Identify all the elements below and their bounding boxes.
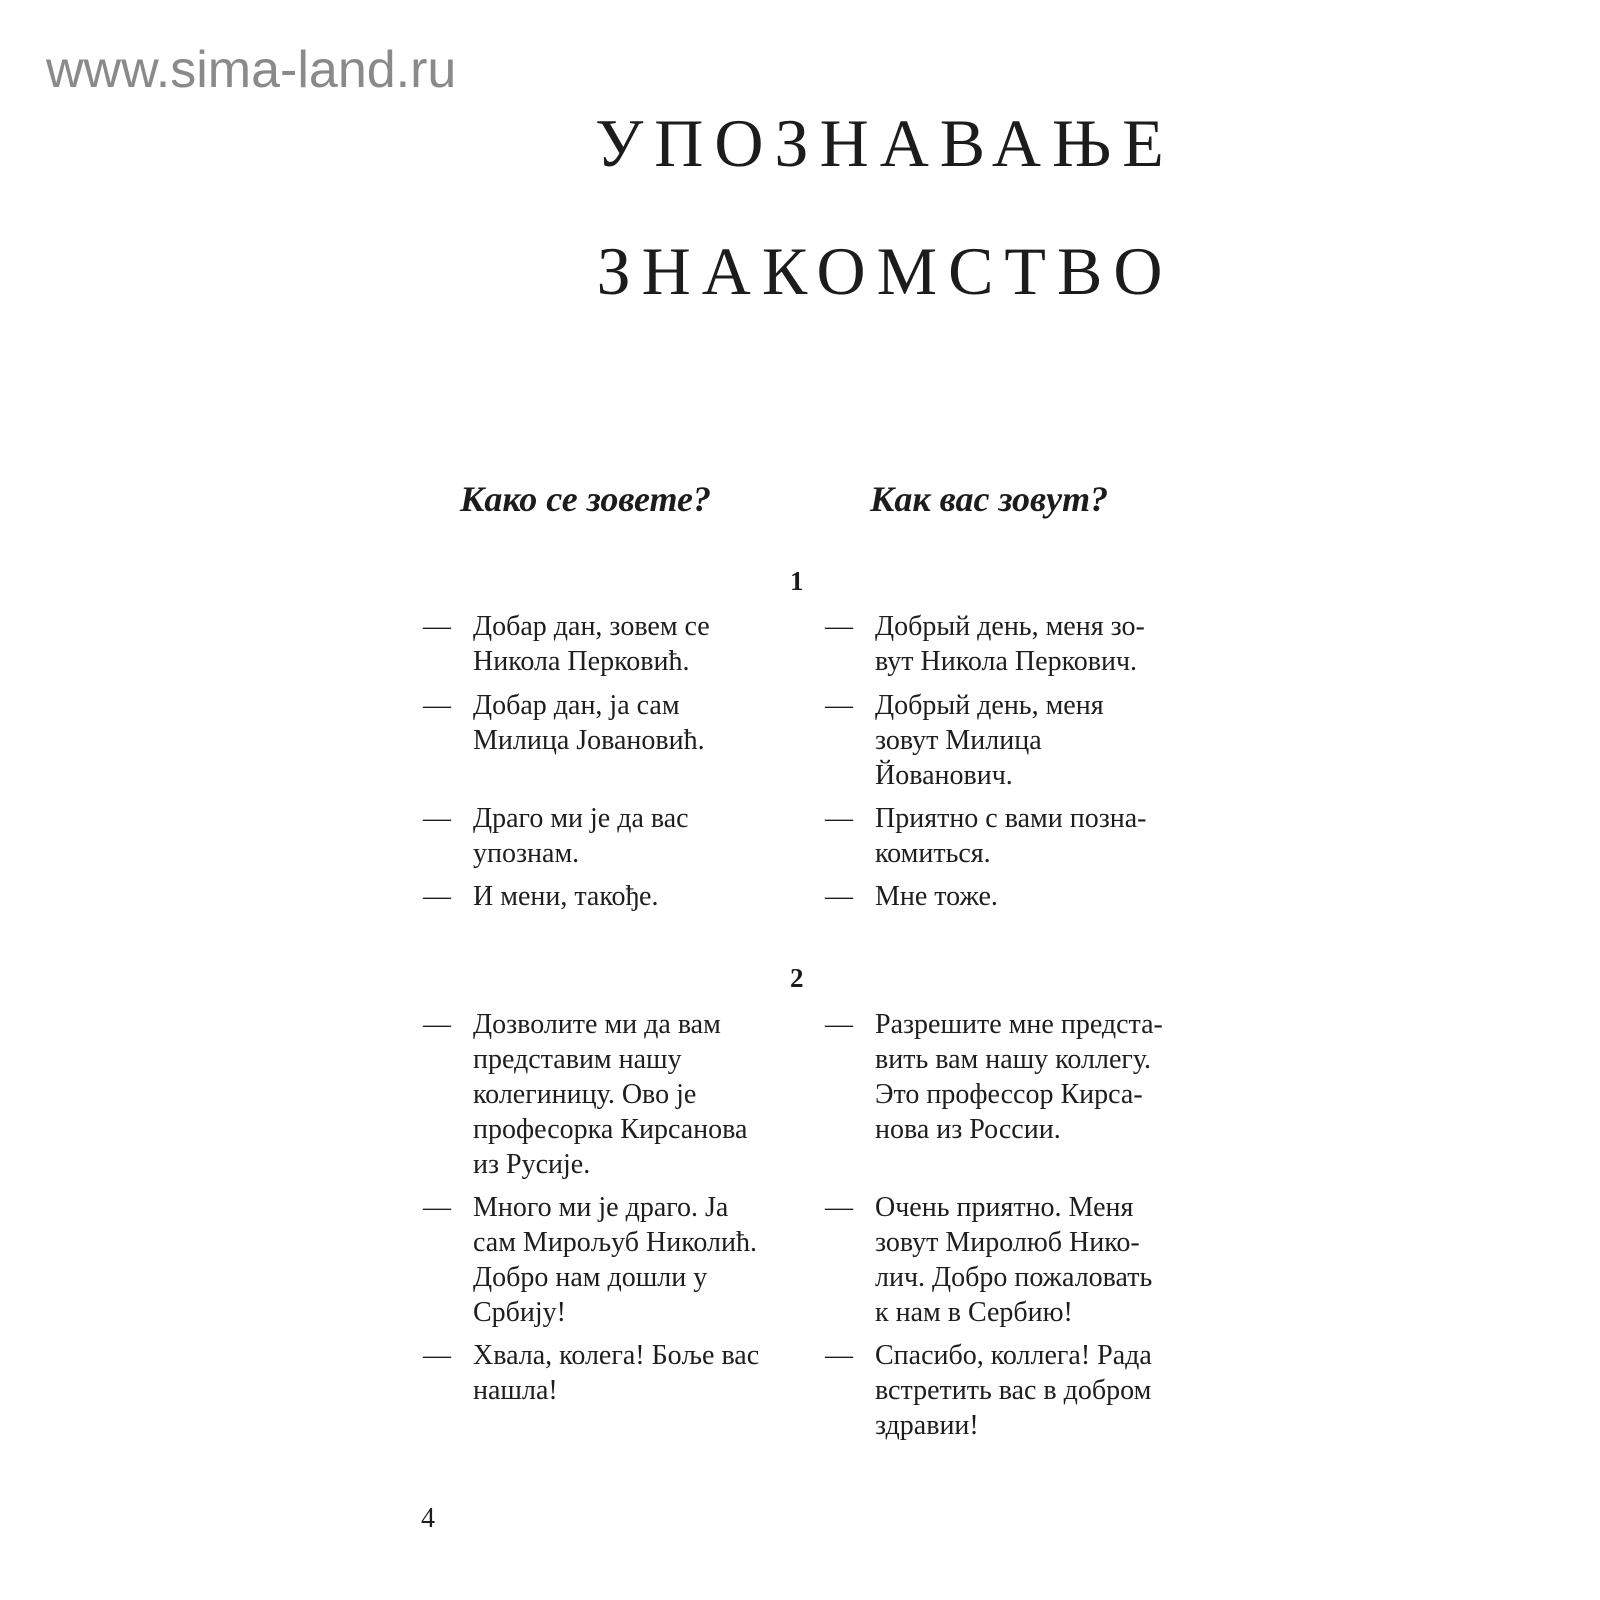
page-title-russian: ЗНАКОМСТВО	[596, 233, 1174, 309]
dialogue-line-russian: встретить вас в добром	[875, 1375, 1152, 1406]
dash-marker: —	[423, 803, 451, 834]
dialogue-line-russian: зовут Милица	[875, 725, 1042, 756]
dialogue-line-serbian: професорка Кирсанова	[473, 1114, 748, 1145]
column-heading-serbian: Како се зовете?	[460, 479, 711, 519]
dialogue-line-russian: Йованович.	[875, 760, 1013, 791]
column-heading-russian: Как вас зовут?	[870, 479, 1109, 519]
dialogue-line-serbian: из Русије.	[473, 1149, 591, 1180]
dialogue-line-russian: Добрый день, меня	[875, 690, 1104, 721]
dialogue-line-russian: зовут Миролюб Нико-	[875, 1227, 1140, 1258]
dash-marker: —	[825, 1009, 853, 1040]
page-title-serbian: УПОЗНАВАЊЕ	[595, 105, 1175, 181]
dash-marker: —	[423, 690, 451, 721]
watermark-url: www.sima-land.ru	[46, 41, 457, 99]
dialogue-line-serbian: Драго ми је да вас	[473, 803, 689, 834]
dash-marker: —	[423, 1192, 451, 1223]
dialogue-line-serbian: Добро нам дошли у	[473, 1262, 708, 1293]
dialogue-line-serbian: Никола Перковић.	[473, 646, 690, 677]
dash-marker: —	[825, 803, 853, 834]
dialogue-line-serbian: Милица Јовановић.	[473, 725, 705, 756]
section-number: 1	[790, 566, 804, 596]
dialogue-line-serbian: сам Мирољуб Николић.	[473, 1227, 758, 1258]
dialogue-line-serbian: колегиницу. Ово је	[473, 1079, 697, 1110]
dialogue-line-serbian: упознам.	[473, 838, 580, 869]
dash-marker: —	[423, 611, 451, 642]
dialogue-line-serbian: И мени, такође.	[473, 881, 659, 912]
dash-marker: —	[825, 1340, 853, 1371]
dialogue-line-serbian: нашла!	[473, 1375, 558, 1406]
dialogue-line-serbian: Добар дан, зовем се	[473, 611, 710, 642]
dialogue-line-serbian: представим нашу	[473, 1044, 682, 1075]
dialogue-line-russian: здравии!	[875, 1410, 979, 1441]
dialogue-line-russian: Разрешите мне предста-	[875, 1009, 1163, 1040]
dialogue-line-russian: Очень приятно. Меня	[875, 1192, 1134, 1223]
dash-marker: —	[423, 881, 451, 912]
dialogue-line-serbian: Добар дан, ја сам	[473, 690, 680, 721]
section-number: 2	[790, 963, 804, 993]
dialogue-line-russian: нова из России.	[875, 1114, 1061, 1145]
dash-marker: —	[825, 881, 853, 912]
dialogue-line-serbian: Много ми је драго. Ја	[473, 1192, 729, 1223]
dialogue-line-russian: Приятно с вами позна-	[875, 803, 1147, 834]
dialogue-line-russian: Мне тоже.	[875, 881, 998, 912]
dialogue-line-russian: Это профессор Кирса-	[875, 1079, 1143, 1110]
dialogue-line-serbian: Србију!	[473, 1297, 567, 1328]
dash-marker: —	[423, 1009, 451, 1040]
dash-marker: —	[423, 1340, 451, 1371]
dash-marker: —	[825, 690, 853, 721]
dialogue-line-serbian: Дозволите ми да вам	[473, 1009, 721, 1040]
dialogue-line-russian: лич. Добро пожаловать	[875, 1262, 1153, 1293]
dialogue-line-serbian: Хвала, колега! Боље вас	[473, 1340, 760, 1371]
page-number: 4	[421, 1503, 435, 1534]
dialogue-line-russian: комиться.	[875, 838, 991, 869]
dash-marker: —	[825, 1192, 853, 1223]
dialogue-line-russian: вут Никола Перкович.	[875, 646, 1138, 677]
dialogue-line-russian: Спасибо, коллега! Рада	[875, 1340, 1152, 1371]
dialogue-line-russian: к нам в Сербию!	[875, 1297, 1073, 1328]
dialogue-line-russian: вить вам нашу коллегу.	[875, 1044, 1152, 1075]
dialogue-line-russian: Добрый день, меня зо-	[875, 611, 1145, 642]
dash-marker: —	[825, 611, 853, 642]
